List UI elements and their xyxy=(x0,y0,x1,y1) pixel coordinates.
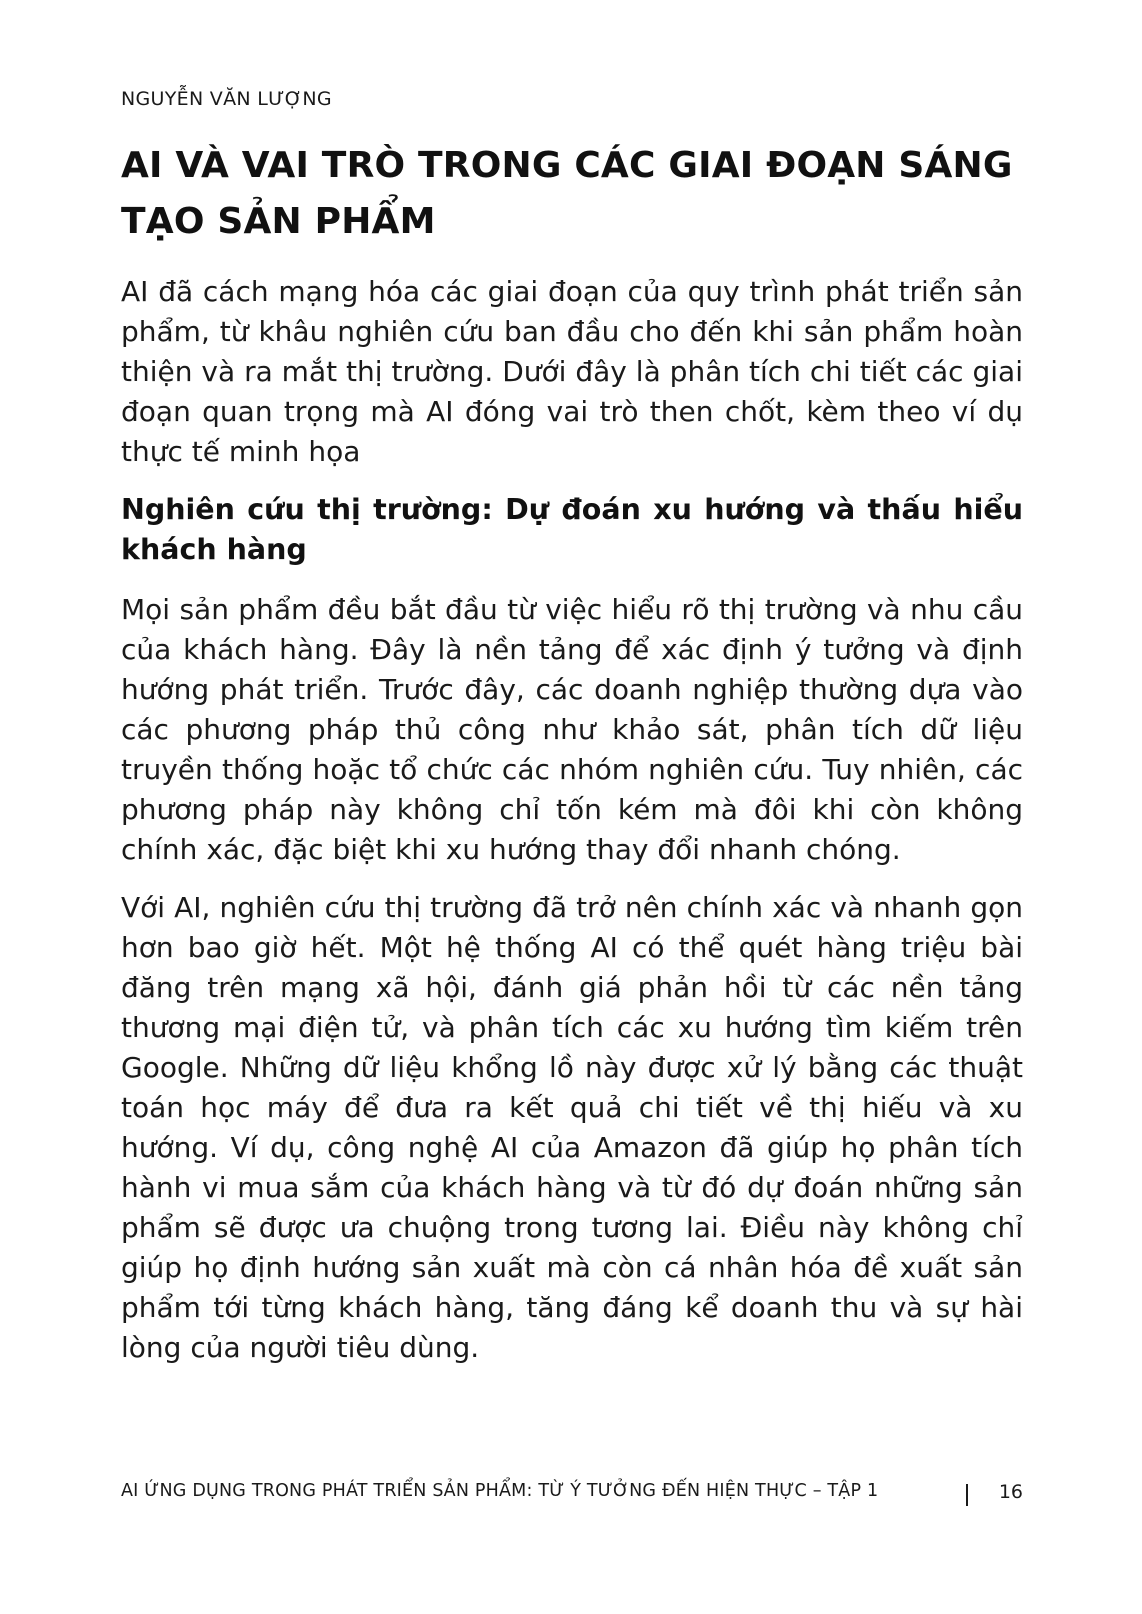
footer-separator xyxy=(966,1484,968,1506)
chapter-title: AI VÀ VAI TRÒ TRONG CÁC GIAI ĐOẠN SÁNG TẠO SẢN PHẨM xyxy=(121,145,1013,242)
intro-paragraph: AI đã cách mạng hóa các giai đoạn của quy trình phát triển sản phẩm, từ khâu nghiên cứu ban đầu cho đến khi sản phẩm hoàn thiện và ra mắt thị trường. Dưới đây là phân tích chi tiết các giai đoạn quan trọng mà AI đóng vai trò then chốt, kèm theo ví dụ thực tế minh họa xyxy=(121,275,1023,468)
section-heading: Nghiên cứu thị trường: Dự đoán xu hướng và thấu hiểu khách hàng xyxy=(121,493,1023,566)
body-paragraph: Mọi sản phẩm đều bắt đầu từ việc hiểu rõ thị trường và nhu cầu của khách hàng. Đây là nền tảng để xác định ý tưởng và định hướng phát triển. Trước đây, các doanh nghiệp thường dựa vào các phương pháp thủ công như khảo sát, phân tích dữ liệu truyền thống hoặc tổ chức các nhóm nghiên cứu. Tuy nhiên, các phương pháp này không chỉ tốn kém mà đôi khi còn không chính xác, đặc biệt khi xu hướng thay đổi nhanh chóng. xyxy=(121,593,1023,866)
page-number: 16 xyxy=(998,1481,1023,1503)
page-content xyxy=(121,138,1023,1386)
body-paragraph: Với AI, nghiên cứu thị trường đã trở nên chính xác và nhanh gọn hơn bao giờ hết. Một hệ thống AI có thể quét hàng triệu bài đăng trên mạng xã hội, đánh giá phản hồi từ các nền tảng thương mại điện tử, và phân tích các xu hướng tìm kiếm trên Google. Những dữ liệu khổng lồ này được xử lý bằng các thuật toán học máy để đưa ra kết quả chi tiết về thị hiếu và xu hướng. Ví dụ, công nghệ AI của Amazon đã giúp họ phân tích hành vi mua sắm của khách hàng và từ đó dự đoán những sản phẩm sẽ được ưa chuộng trong tương lai. Điều này không chỉ giúp họ định hướng sản xuất mà còn cá nhân hóa đề xuất sản phẩm tới từng khách hàng, tăng đáng kể doanh thu và sự hài lòng của người tiêu dùng. xyxy=(121,891,1023,1364)
running-head-author: NGUYỄN VĂN LƯỢNG xyxy=(121,88,332,110)
footer-book-title: AI ỨNG DỤNG TRONG PHÁT TRIỂN SẢN PHẨM: TỪ Ý TƯỞNG ĐẾN HIỆN THỰC – TẬP 1 xyxy=(121,1481,879,1501)
page-footer xyxy=(121,1481,1023,1511)
